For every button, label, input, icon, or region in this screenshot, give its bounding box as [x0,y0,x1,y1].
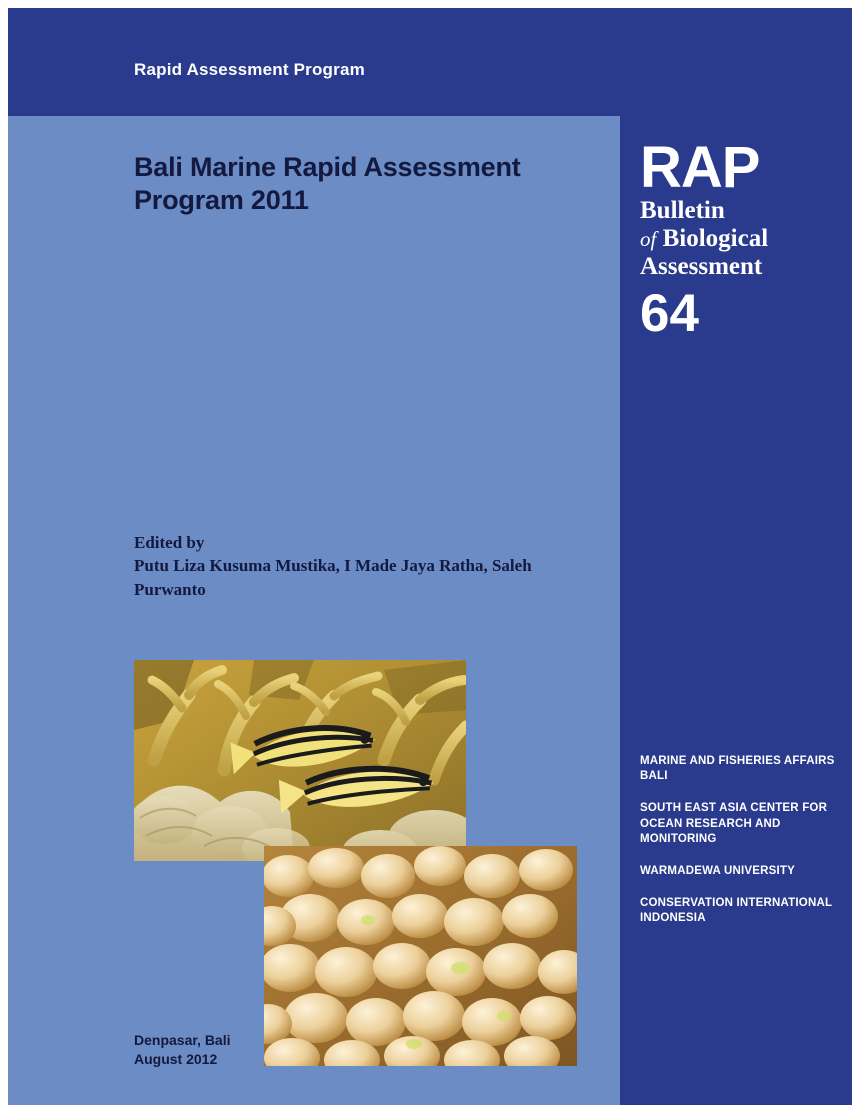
editors-names: Putu Liza Kusuma Mustika, I Made Jaya Ratha, Saleh Purwanto [134,556,532,599]
place-date [134,1031,231,1069]
cover-background [8,8,852,1105]
rap-biological-line: Biological [662,225,769,253]
main-panel [8,116,620,1105]
rap-bulletin-line: Bulletin [640,197,725,225]
rap-series-logo [640,135,840,344]
organization-item: MARINE AND FISHERIES AFFAIRS BALI [640,755,835,783]
rap-acronym: RAP [640,135,760,200]
rap-series-subtitle [640,197,840,281]
organization-list [640,754,840,926]
header-band [8,8,852,116]
date-label: August 2012 [134,1051,218,1068]
place-label: Denpasar, Bali [134,1032,231,1048]
rap-issue-number: 64 [640,284,699,344]
rap-assessment-line: Assessment [640,253,763,281]
rap-of-word: of [640,227,657,252]
striped-fish-coral-photo [134,660,466,861]
editors-block [134,531,574,601]
bubble-coral-photo [264,846,577,1066]
organization-item: WARMADEWA UNIVERSITY [640,864,795,877]
organization-item: SOUTH EAST ASIA CENTER FOR OCEAN RESEARCH AND MONITORING [640,802,828,845]
organization-item: CONSERVATION INTERNATIONAL INDONESIA [640,897,832,925]
page-title: Bali Marine Rapid Assessment Program 2011 [134,152,521,216]
program-label: Rapid Assessment Program [134,60,365,79]
edited-by-label: Edited by [134,533,205,552]
